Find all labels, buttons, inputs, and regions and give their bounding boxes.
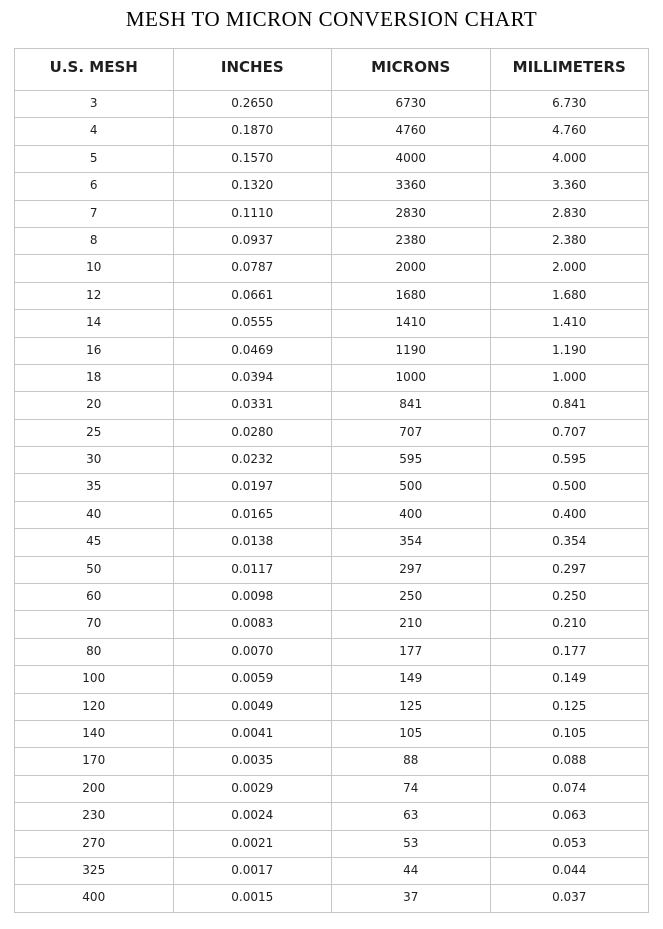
- table-cell: 0.0232: [173, 447, 332, 474]
- table-row: [15, 885, 649, 912]
- column-header-millimeters: MILLIMETERS: [490, 49, 649, 91]
- table-cell: 0.1570: [173, 145, 332, 172]
- table-cell: 2000: [332, 255, 491, 282]
- table-cell: 63: [332, 803, 491, 830]
- table-cell: 0.0035: [173, 748, 332, 775]
- table-header: [15, 49, 649, 91]
- table-cell: 10: [15, 255, 174, 282]
- table-cell: 325: [15, 857, 174, 884]
- table-cell: 270: [15, 830, 174, 857]
- table-cell: 4000: [332, 145, 491, 172]
- table-cell: 0.250: [490, 584, 649, 611]
- table-row: [15, 666, 649, 693]
- table-cell: 0.0083: [173, 611, 332, 638]
- table-cell: 25: [15, 419, 174, 446]
- table-row: [15, 474, 649, 501]
- table-cell: 0.0070: [173, 638, 332, 665]
- table-row: [15, 638, 649, 665]
- column-header-microns: MICRONS: [332, 49, 491, 91]
- table-cell: 6.730: [490, 91, 649, 118]
- table-cell: 5: [15, 145, 174, 172]
- table-cell: 40: [15, 501, 174, 528]
- table-row: [15, 447, 649, 474]
- table-cell: 2830: [332, 200, 491, 227]
- table-cell: 0.400: [490, 501, 649, 528]
- table-cell: 4760: [332, 118, 491, 145]
- table-cell: 1410: [332, 310, 491, 337]
- table-cell: 105: [332, 720, 491, 747]
- table-cell: 0.0024: [173, 803, 332, 830]
- table-cell: 500: [332, 474, 491, 501]
- table-cell: 400: [15, 885, 174, 912]
- table-cell: 210: [332, 611, 491, 638]
- table-cell: 0.177: [490, 638, 649, 665]
- table-cell: 0.297: [490, 556, 649, 583]
- table-cell: 0.088: [490, 748, 649, 775]
- table-cell: 50: [15, 556, 174, 583]
- table-cell: 0.0029: [173, 775, 332, 802]
- table-cell: 120: [15, 693, 174, 720]
- table-cell: 1.190: [490, 337, 649, 364]
- table-cell: 0.0015: [173, 885, 332, 912]
- table-cell: 100: [15, 666, 174, 693]
- table-cell: 0.1110: [173, 200, 332, 227]
- table-cell: 0.0661: [173, 282, 332, 309]
- table-cell: 2.830: [490, 200, 649, 227]
- table-cell: 88: [332, 748, 491, 775]
- table-row: [15, 337, 649, 364]
- table-cell: 7: [15, 200, 174, 227]
- table-cell: 0.500: [490, 474, 649, 501]
- table-cell: 177: [332, 638, 491, 665]
- table-cell: 0.0197: [173, 474, 332, 501]
- table-cell: 0.0280: [173, 419, 332, 446]
- table-cell: 0.0165: [173, 501, 332, 528]
- table-cell: 595: [332, 447, 491, 474]
- table-cell: 2380: [332, 227, 491, 254]
- table-cell: 0.0937: [173, 227, 332, 254]
- column-header-inches: INCHES: [173, 49, 332, 91]
- table-cell: 0.0331: [173, 392, 332, 419]
- table-cell: 0.0787: [173, 255, 332, 282]
- page-title: MESH TO MICRON CONVERSION CHART: [125, 7, 538, 31]
- table-cell: 0.105: [490, 720, 649, 747]
- table-cell: 0.053: [490, 830, 649, 857]
- table-cell: 0.354: [490, 529, 649, 556]
- table-cell: 0.1870: [173, 118, 332, 145]
- table-cell: 0.0394: [173, 364, 332, 391]
- table-row: [15, 227, 649, 254]
- table-cell: 0.037: [490, 885, 649, 912]
- table-cell: 74: [332, 775, 491, 802]
- table-cell: 1680: [332, 282, 491, 309]
- table-cell: 0.0041: [173, 720, 332, 747]
- table-cell: 1.410: [490, 310, 649, 337]
- table-cell: 0.149: [490, 666, 649, 693]
- table-cell: 125: [332, 693, 491, 720]
- table-row: [15, 556, 649, 583]
- table-cell: 0.0021: [173, 830, 332, 857]
- table-row: [15, 392, 649, 419]
- table-row: [15, 830, 649, 857]
- table-cell: 6: [15, 173, 174, 200]
- table-cell: 250: [332, 584, 491, 611]
- table-row: [15, 857, 649, 884]
- table-cell: 0.0138: [173, 529, 332, 556]
- page: [0, 7, 663, 929]
- table-row: [15, 775, 649, 802]
- table-cell: 0.1320: [173, 173, 332, 200]
- table-cell: 841: [332, 392, 491, 419]
- table-row: [15, 803, 649, 830]
- table-row: [15, 748, 649, 775]
- table-cell: 4.000: [490, 145, 649, 172]
- table-body: [15, 91, 649, 913]
- table-cell: 45: [15, 529, 174, 556]
- column-header-us-mesh: U.S. MESH: [15, 49, 174, 91]
- table-row: [15, 255, 649, 282]
- table-cell: 0.0098: [173, 584, 332, 611]
- table-cell: 0.2650: [173, 91, 332, 118]
- table-cell: 2.000: [490, 255, 649, 282]
- table-cell: 3: [15, 91, 174, 118]
- table-cell: 0.0117: [173, 556, 332, 583]
- table-row: [15, 173, 649, 200]
- table-header-row: [15, 49, 649, 91]
- table-cell: 1000: [332, 364, 491, 391]
- table-cell: 37: [332, 885, 491, 912]
- table-row: [15, 200, 649, 227]
- table-cell: 297: [332, 556, 491, 583]
- table-cell: 16: [15, 337, 174, 364]
- table-row: [15, 501, 649, 528]
- table-cell: 0.044: [490, 857, 649, 884]
- table-row: [15, 310, 649, 337]
- table-cell: 707: [332, 419, 491, 446]
- table-cell: 140: [15, 720, 174, 747]
- table-cell: 1.680: [490, 282, 649, 309]
- table-cell: 354: [332, 529, 491, 556]
- table-cell: 44: [332, 857, 491, 884]
- table-cell: 0.595: [490, 447, 649, 474]
- table-row: [15, 529, 649, 556]
- table-cell: 14: [15, 310, 174, 337]
- table-row: [15, 419, 649, 446]
- table-cell: 0.0049: [173, 693, 332, 720]
- table-cell: 4.760: [490, 118, 649, 145]
- table-cell: 149: [332, 666, 491, 693]
- table-cell: 3360: [332, 173, 491, 200]
- table-cell: 3.360: [490, 173, 649, 200]
- table-cell: 0.841: [490, 392, 649, 419]
- mesh-micron-conversion-table: [14, 48, 649, 913]
- table-cell: 170: [15, 748, 174, 775]
- table-cell: 4: [15, 118, 174, 145]
- table-cell: 2.380: [490, 227, 649, 254]
- table-cell: 35: [15, 474, 174, 501]
- table-cell: 60: [15, 584, 174, 611]
- table-cell: 1190: [332, 337, 491, 364]
- table-cell: 0.0469: [173, 337, 332, 364]
- table-row: [15, 364, 649, 391]
- table-cell: 230: [15, 803, 174, 830]
- table-cell: 0.063: [490, 803, 649, 830]
- table-cell: 6730: [332, 91, 491, 118]
- table-row: [15, 282, 649, 309]
- table-cell: 18: [15, 364, 174, 391]
- table-cell: 0.0059: [173, 666, 332, 693]
- table-cell: 30: [15, 447, 174, 474]
- table-cell: 0.074: [490, 775, 649, 802]
- table-row: [15, 720, 649, 747]
- table-row: [15, 584, 649, 611]
- table-row: [15, 611, 649, 638]
- table-cell: 53: [332, 830, 491, 857]
- table-cell: 0.0555: [173, 310, 332, 337]
- table-cell: 20: [15, 392, 174, 419]
- table-cell: 8: [15, 227, 174, 254]
- table-cell: 1.000: [490, 364, 649, 391]
- table-row: [15, 91, 649, 118]
- table-cell: 12: [15, 282, 174, 309]
- table-cell: 0.210: [490, 611, 649, 638]
- table-cell: 400: [332, 501, 491, 528]
- table-cell: 0.125: [490, 693, 649, 720]
- table-row: [15, 118, 649, 145]
- table-row: [15, 693, 649, 720]
- table-cell: 200: [15, 775, 174, 802]
- table-cell: 80: [15, 638, 174, 665]
- table-row: [15, 145, 649, 172]
- table-cell: 0.0017: [173, 857, 332, 884]
- table-cell: 70: [15, 611, 174, 638]
- table-cell: 0.707: [490, 419, 649, 446]
